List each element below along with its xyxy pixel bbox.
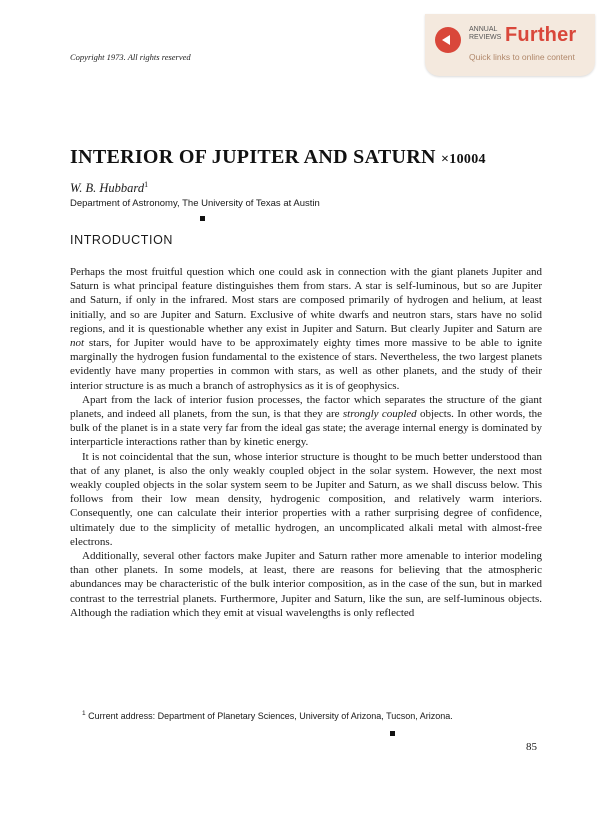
article-title-code: ×10004 bbox=[441, 152, 486, 167]
back-arrow-icon bbox=[435, 27, 461, 53]
body-text bbox=[70, 265, 542, 620]
emphasis: not bbox=[70, 337, 85, 350]
footnote bbox=[70, 708, 542, 722]
section-heading: INTRODUCTION bbox=[70, 233, 174, 247]
author-name: W. B. Hubbard bbox=[70, 181, 145, 196]
scan-mark-square-bottom bbox=[390, 731, 395, 736]
copyright-notice: Copyright 1973. All rights reserved bbox=[70, 52, 191, 62]
badge-brand-line1: ANNUAL bbox=[469, 26, 498, 33]
badge-subtitle: Quick links to online content bbox=[469, 52, 575, 62]
scan-mark-square bbox=[200, 216, 205, 221]
further-badge[interactable] bbox=[425, 14, 595, 76]
article-title: INTERIOR OF JUPITER AND SATURN bbox=[70, 146, 436, 168]
author-note-marker: 1 bbox=[144, 180, 149, 189]
emphasis: strongly coupled bbox=[342, 408, 417, 421]
article-title-line bbox=[70, 146, 486, 169]
badge-brand bbox=[469, 26, 509, 42]
paragraph-3: It is not coincidental that the sun, whose interior structure is thought to be much better understood than that of any planet, is also the only weakly coupled object in the solar system. However, the next most weakly coupled objects in the solar system seem to be Jupiter and Saturn, as we shall discuss below. This follows from their low mean density, hydrogenic composition, and relatively warm interiors. Consequently, one can calculate their interior properties with a rather surprising degree of confidence, ultimately due to the simplicity of metallic hydrogen, an uncomplicated alkali metal with almost-free electrons. bbox=[70, 450, 542, 548]
footnote-marker: 1 bbox=[82, 710, 86, 717]
paragraph-2: Apart from the lack of interior fusion processes, the factor which separates the structure of the giant planets, and indeed all planets, from the sun, is that they are strongly coupled objects. In other words, the bulk of the planet is in a state very far from the ideal gas state; the average internal energy is dominated by interparticle interactions rather than by kinetic energy. bbox=[70, 393, 543, 449]
paragraph-4: Additionally, several other factors make Jupiter and Saturn rather more amenable to interior modeling than other planets. In some models, at least, there are reasons for believing that the atmospheric abundances may be characteristic of the bulk interior composition, as in the case of the sun, but in marked contrast to the terrestrial planets. Furthermore, Jupiter and Saturn, like the sun, are self-luminous objects. Although the radiation which they emit at visual wavelengths is only reflected bbox=[70, 550, 542, 619]
page-number: 85 bbox=[526, 741, 537, 753]
author-line bbox=[70, 180, 148, 196]
badge-further-word: Further bbox=[505, 24, 577, 46]
paragraph-1: Perhaps the most fruitful question which one could ask in connection with the giant planets Jupiter and Saturn is what principal feature distinguishes them from stars. A star is self-luminous, but so are Jupiter and Saturn, if only in the infrared. Most stars are composed primarily of hydrogen and helium, at least initially, and so are Jupiter and Saturn. Exclusive of white dwarfs and neutron stars, stars have no solid regions, and it is questionable whether any exist in Jupiter and Saturn. But clearly Jupiter and Saturn are not stars, for Jupiter would have to be approximately eighty times more massive to be able to ignite marginally the hydrogen fusion fundamental to the existence of stars. Nevertheless, the two largest planets evidently have many properties in common with stars, as well as other planets, and the study of their interior structure is as much a branch of astrophysics as it is of geophysics. bbox=[70, 266, 542, 392]
author-affiliation: Department of Astronomy, The University of Texas at Austin bbox=[70, 198, 320, 209]
badge-brand-line2: REVIEWS bbox=[469, 34, 502, 41]
footnote-text: Current address: Department of Planetary Sciences, University of Arizona, Tucson, Arizona. bbox=[88, 711, 453, 721]
